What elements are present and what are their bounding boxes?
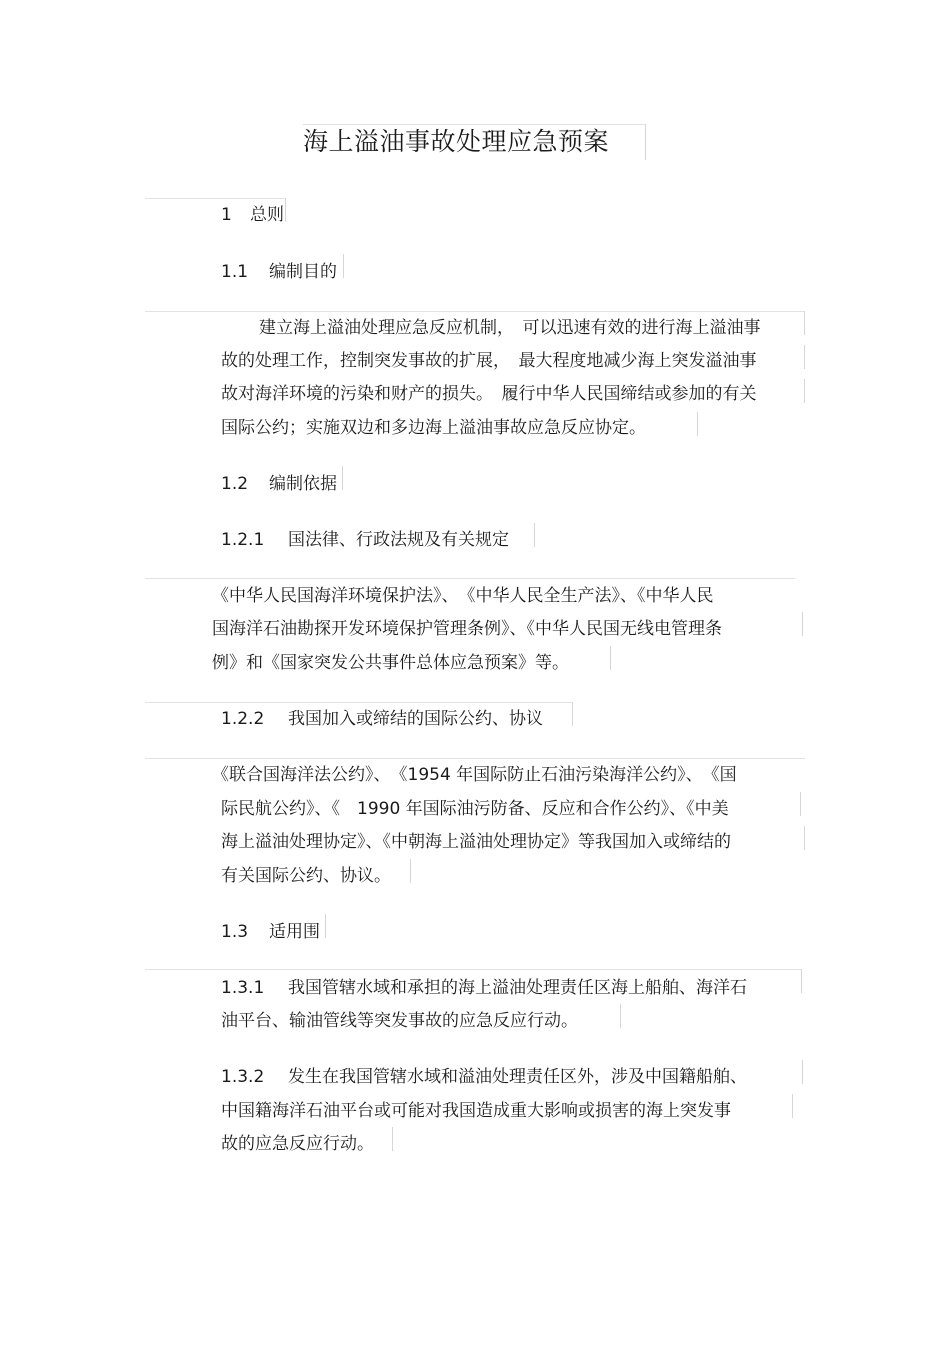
title-edge [645, 124, 646, 160]
heading-1-3 [221, 917, 320, 942]
paragraph-line: 海上溢油处理协定》、《中朝海上溢油处理协定》等我国加入或缔结的 [221, 832, 731, 852]
clause-1-3-2 [221, 1062, 747, 1087]
paragraph-rule [145, 758, 805, 759]
paragraph-line: 国海洋石油勘探开发环境保护管理条例》、《中华人民国无线电管理条 [212, 619, 722, 639]
paragraph-line: 例》和《国家突发公共事件总体应急预案》等。 [212, 653, 569, 673]
heading-1 [221, 200, 284, 225]
clause-1-3-1 [221, 973, 747, 998]
paragraph-edge [804, 826, 805, 850]
section-edge [572, 702, 573, 726]
heading-number: 1.3 [221, 922, 249, 942]
heading-text: 编制依据 [269, 474, 337, 494]
section-rule [145, 198, 285, 199]
section-edge [285, 198, 286, 222]
paragraph-line: 中国籍海洋石油平台或可能对我国造成重大影响或损害的海上突发事 [221, 1101, 731, 1121]
paragraph-edge [802, 612, 803, 636]
heading-1-2-1 [221, 525, 509, 550]
heading-number: 1.2 [221, 474, 249, 494]
paragraph-edge [610, 646, 611, 670]
paragraph-line: 故对海洋环境的污染和财产的损失。 履行中华人民国缔结或参加的有关 [221, 384, 757, 404]
heading-text: 编制目的 [269, 262, 337, 282]
clause-number: 1.3.2 [221, 1067, 265, 1087]
paragraph-line: 故的处理工作，控制突发事故的扩展， 最大程度地减少海上突发溢油事 [221, 351, 757, 371]
paragraph-rule [145, 969, 802, 970]
paragraph-rule [145, 578, 795, 579]
section-edge [343, 254, 344, 278]
heading-text: 我国加入或缔结的国际公约、协议 [288, 709, 543, 729]
heading-1-2 [221, 469, 337, 494]
heading-number: 1.1 [221, 262, 249, 282]
heading-1-1 [221, 257, 337, 282]
paragraph-edge [697, 412, 698, 436]
paragraph-edge [801, 969, 802, 993]
heading-number: 1.2.2 [221, 709, 265, 729]
paragraph-line: 有关国际公约、协议。 [221, 866, 391, 886]
document-title: 海上溢油事故处理应急预案 [303, 127, 610, 156]
heading-number: 1.2.1 [221, 530, 265, 550]
clause-text: 发生在我国管辖水域和溢油处理责任区外，涉及中国籍船舶、 [288, 1067, 747, 1087]
heading-text: 总则 [250, 205, 284, 225]
heading-text: 适用围 [269, 922, 320, 942]
paragraph-line: 《联合国海洋法公约》、 《1954 年国际防止石油污染海洋公约》、 《国 [212, 765, 737, 785]
heading-text: 国法律、行政法规及有关规定 [288, 530, 509, 550]
paragraph-edge [620, 1004, 621, 1028]
clause-text: 我国管辖水域和承担的海上溢油处理责任区海上船舶、海洋石 [288, 978, 747, 998]
section-edge [325, 914, 326, 938]
paragraph-edge [804, 311, 805, 335]
heading-1-2-2 [221, 704, 543, 729]
paragraph-edge [802, 1060, 803, 1084]
paragraph-edge [804, 379, 805, 403]
paragraph-edge [410, 859, 411, 883]
paragraph-line: 油平台、输油管线等突发事故的应急反应行动。 [221, 1011, 578, 1031]
paragraph-edge [804, 345, 805, 369]
paragraph-line: 建立海上溢油处理应急反应机制， 可以迅速有效的进行海上溢油事 [259, 318, 761, 338]
section-edge [534, 523, 535, 547]
section-edge [342, 466, 343, 490]
paragraph-line: 国际公约；实施双边和多边海上溢油事故应急反应协定。 [221, 418, 646, 438]
paragraph-edge [392, 1127, 393, 1151]
clause-number: 1.3.1 [221, 978, 265, 998]
section-rule [145, 702, 573, 703]
paragraph-edge [800, 792, 801, 816]
heading-number: 1 [221, 205, 232, 225]
paragraph-line: 故的应急反应行动。 [221, 1134, 374, 1154]
paragraph-edge [792, 1094, 793, 1118]
paragraph-rule [145, 311, 805, 312]
paragraph-line: 际民航公约》、《 1990 年国际油污防备、反应和合作公约》、《中美 [221, 799, 729, 819]
paragraph-line: 《中华人民国海洋环境保护法》、 《中华人民全生产法》、《中华人民 [212, 586, 714, 606]
